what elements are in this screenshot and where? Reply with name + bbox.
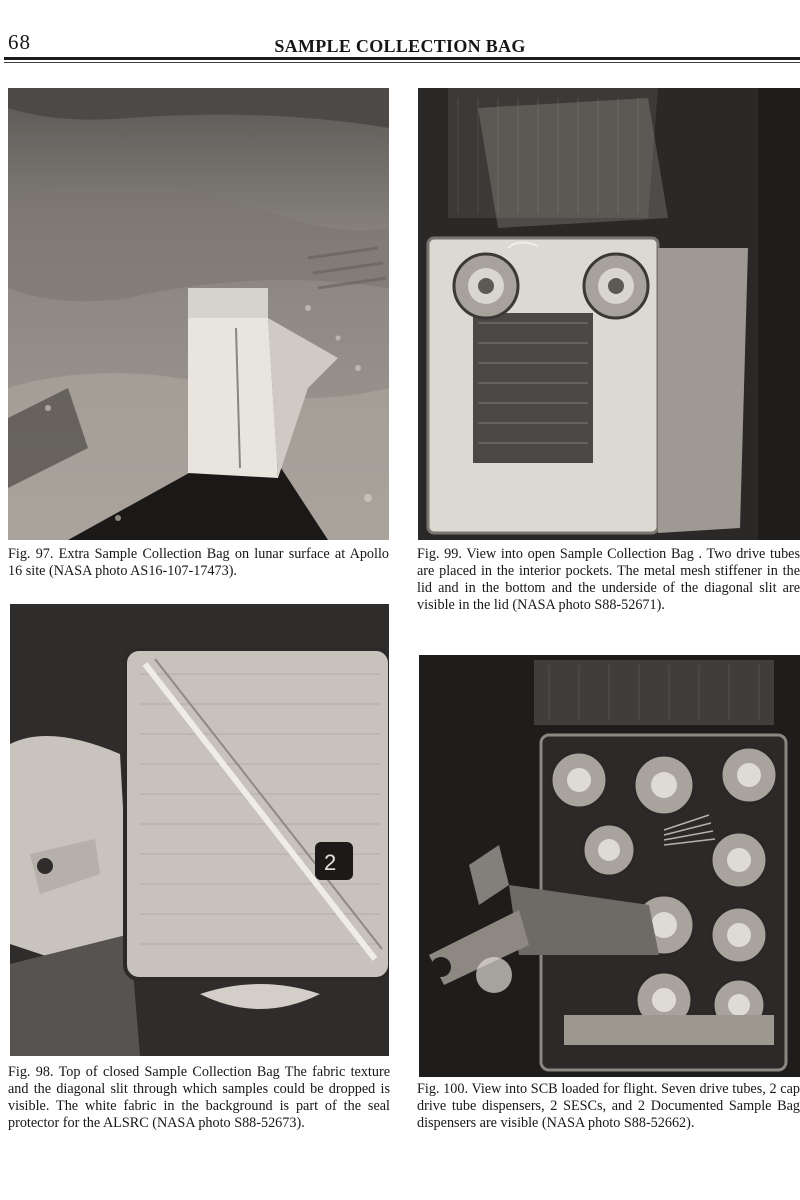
figure-98-photo [10, 604, 389, 1056]
figure-99-caption: Fig. 99. View into open Sample Collection Bag . Two drive tubes are placed in the interior pockets. The metal mesh stiffener in the lid and in the bottom and the underside of the diagonal slit are visible in the lid (NASA photo S88-52671). [417, 546, 800, 613]
page-number: 68 [8, 30, 31, 54]
figure-98-caption: Fig. 98. Top of closed Sample Collection Bag The fabric texture and the diagonal slit through which samples could be dropped is visible. The white fabric in the background is part of the seal protector for the ALSRC (NASA photo S88-52673). [8, 1064, 390, 1131]
header-rule [4, 57, 800, 60]
svg-text:2: 2 [324, 850, 337, 875]
figure-100-photo [419, 655, 800, 1077]
figure-100-caption: Fig. 100. View into SCB loaded for flight. Seven drive tubes, 2 cap drive tube dispensers, 2 SESCs, and 2 Documented Sample Bag dispensers are visible (NASA photo S88-52662). [417, 1081, 800, 1131]
header-rule-thin [4, 62, 800, 63]
figure-99-photo [418, 88, 800, 540]
figure-97-caption: Fig. 97. Extra Sample Collection Bag on lunar surface at Apollo 16 site (NASA photo AS16-107-17473). [8, 546, 389, 579]
figure-97-photo [8, 88, 389, 540]
running-title: SAMPLE COLLECTION BAG [274, 36, 526, 56]
